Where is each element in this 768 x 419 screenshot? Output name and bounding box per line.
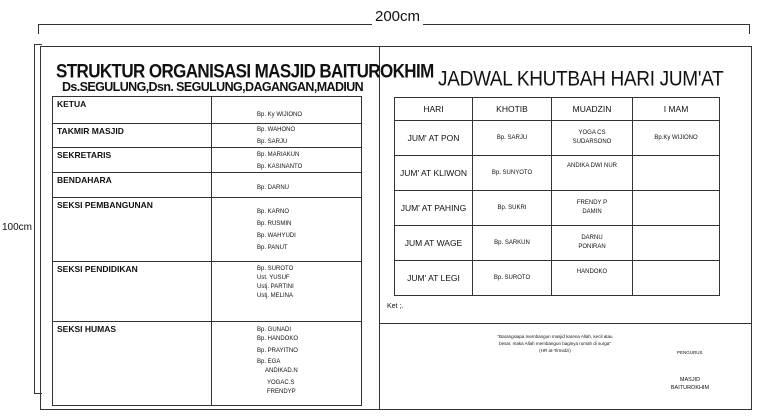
muadzin-cell bbox=[552, 156, 633, 191]
org-name: Bp. MARIAKUN bbox=[257, 152, 300, 158]
muadzin-cell bbox=[552, 226, 633, 261]
khotib-cell: Bp. SUNYOTO bbox=[473, 156, 552, 191]
masjid-line: BAITUROKHIM bbox=[670, 385, 710, 391]
org-row bbox=[53, 124, 361, 148]
org-row bbox=[53, 198, 361, 262]
org-name: Ust. YUSUF bbox=[257, 275, 290, 281]
org-name: Bp. KARNO bbox=[257, 209, 290, 215]
quote-line: besar, maka Allah membangun baginya rumah di surga" bbox=[499, 341, 611, 346]
muadzin-name: PONIRAN bbox=[578, 244, 606, 250]
muadzin-cell bbox=[552, 191, 633, 226]
day-cell: JUM' AT LEGI bbox=[395, 261, 473, 296]
org-name: ANDIKAD.N bbox=[265, 368, 298, 374]
org-row bbox=[53, 148, 361, 173]
jadwal-header-row bbox=[395, 98, 720, 121]
muadzin-name: HANDOKO bbox=[576, 269, 608, 275]
muadzin-cell bbox=[552, 261, 633, 296]
width-dimension-label: 200cm bbox=[372, 8, 423, 25]
imam-cell: Bp.Ky WIJIONO bbox=[633, 121, 720, 156]
muadzin-name: DARNU bbox=[581, 235, 603, 241]
imam-cell bbox=[633, 261, 720, 296]
khotib-cell: Bp. SUKRI bbox=[473, 191, 552, 226]
org-name: Bp. SARJU bbox=[257, 139, 288, 145]
org-name: Ustj. PARTINI bbox=[257, 284, 294, 290]
org-row bbox=[53, 262, 361, 322]
org-name: Bp. PRAYITNO bbox=[257, 348, 298, 354]
height-dimension-label: 100cm bbox=[2, 222, 33, 233]
panel-divider bbox=[379, 46, 380, 410]
org-name: Bp. EGA bbox=[257, 359, 281, 365]
header-hari: HARI bbox=[395, 98, 473, 121]
masjid-line: MASJID bbox=[679, 377, 701, 383]
org-name: YOGAC.S bbox=[267, 380, 295, 386]
header-imam: I MAM bbox=[633, 98, 720, 121]
khotib-cell: Bp. SARKUN bbox=[473, 226, 552, 261]
org-name: Bp. SUROTO bbox=[257, 266, 294, 272]
hadith-quote bbox=[455, 333, 655, 354]
imam-cell bbox=[633, 226, 720, 261]
muadzin-name: DAMIN bbox=[582, 209, 602, 215]
quote-line: (HR at-Tirmidzi) bbox=[539, 348, 571, 353]
jadwal-title: JADWAL KHUTBAH HARI JUM'AT bbox=[438, 68, 724, 92]
pengurus-label: PENGURUS bbox=[677, 350, 703, 355]
org-role: TAKMIR MASJID bbox=[57, 126, 124, 136]
muadzin-name: YOGA CS bbox=[578, 130, 606, 136]
day-cell: JUM' AT KLIWON bbox=[395, 156, 473, 191]
org-row bbox=[53, 97, 361, 124]
org-table bbox=[52, 96, 362, 406]
org-name: Ustj. MELINA bbox=[257, 293, 294, 299]
org-title: STRUKTUR ORGANISASI MASJID BAITUROKHIM bbox=[56, 60, 434, 82]
org-name: Bp. Ky WIJIONO bbox=[257, 112, 303, 118]
org-row bbox=[53, 322, 361, 407]
ket-label: Ket ;. bbox=[387, 303, 404, 310]
org-role: SEKRETARIS bbox=[57, 150, 112, 160]
jadwal-table bbox=[394, 97, 720, 296]
header-khotib: KHOTIB bbox=[473, 98, 552, 121]
org-role: BENDAHARA bbox=[57, 175, 112, 185]
quote-line: "Barangsiapa membangun masjid karena Allah, kecil atau bbox=[497, 334, 613, 339]
org-name: Bp. DARNU bbox=[257, 185, 290, 191]
muadzin-name: FRENDY P bbox=[576, 200, 608, 206]
org-name: Bp. WAHONO bbox=[257, 127, 296, 133]
day-cell: JUM' AT PAHING bbox=[395, 191, 473, 226]
jadwal-row bbox=[395, 121, 720, 156]
org-role: KETUA bbox=[57, 99, 87, 109]
header-muadzin: MUADZIN bbox=[552, 98, 633, 121]
imam-cell bbox=[633, 156, 720, 191]
jadwal-row bbox=[395, 261, 720, 296]
muadzin-cell bbox=[552, 121, 633, 156]
org-name: Bp. PANUT bbox=[257, 245, 288, 251]
org-name: Bp. RUSMIN bbox=[257, 221, 292, 227]
muadzin-name: ANDIKA DWI NUR bbox=[566, 163, 617, 169]
masjid-signature bbox=[665, 376, 715, 392]
jadwal-row bbox=[395, 191, 720, 226]
org-row bbox=[53, 173, 361, 198]
org-role: SEKSI PEMBANGUNAN bbox=[57, 200, 153, 210]
width-dimension-line bbox=[38, 24, 750, 34]
muadzin-name: SUDARSONO bbox=[572, 139, 612, 145]
jadwal-row bbox=[395, 226, 720, 261]
org-role: SEKSI HUMAS bbox=[57, 324, 117, 334]
org-name: FRENDYP bbox=[267, 389, 296, 395]
khotib-cell: Bp. SARJU bbox=[473, 121, 552, 156]
org-name: Bp. WAHYUDI bbox=[257, 233, 296, 239]
day-cell: JUM AT WAGE bbox=[395, 226, 473, 261]
day-cell: JUM' AT PON bbox=[395, 121, 473, 156]
org-role: SEKSI PENDIDIKAN bbox=[57, 264, 138, 274]
org-name: Bp. KASINANTO bbox=[257, 164, 303, 170]
org-name: Bp. HANDOKO bbox=[257, 336, 299, 342]
khotib-cell: Bp. SUROTO bbox=[473, 261, 552, 296]
imam-cell bbox=[633, 191, 720, 226]
org-subtitle: Ds.SEGULUNG,Dsn. SEGULUNG,DAGANGAN,MADIUN bbox=[62, 80, 364, 94]
footer-divider bbox=[380, 323, 752, 324]
org-name: Bp. GUNADI bbox=[257, 327, 292, 333]
jadwal-row bbox=[395, 156, 720, 191]
